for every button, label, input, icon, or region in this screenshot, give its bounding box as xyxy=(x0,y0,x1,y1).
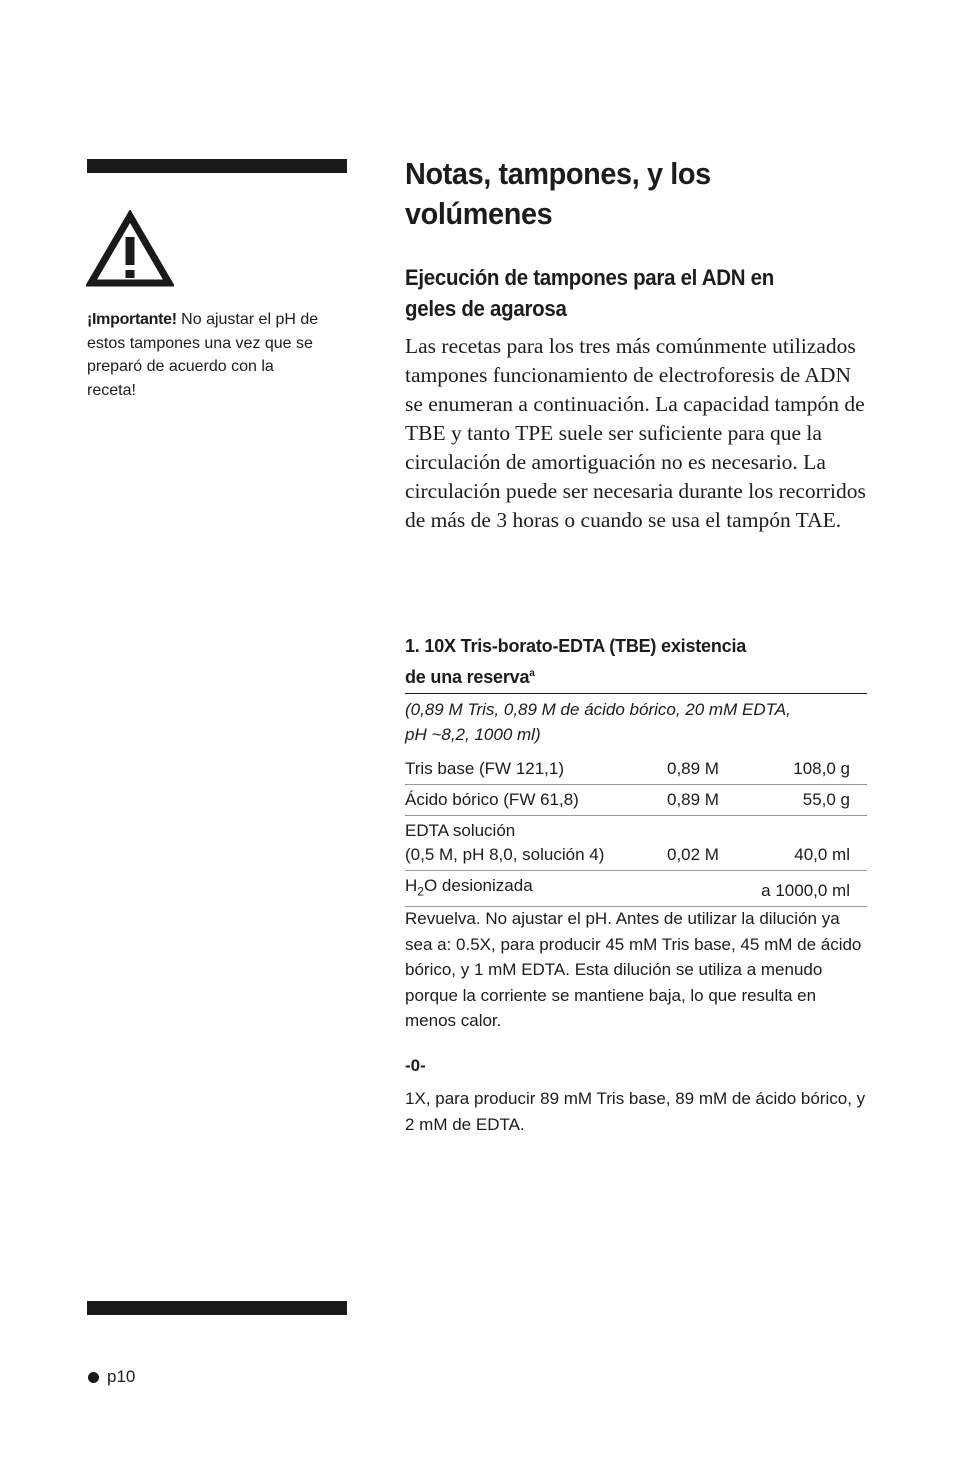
table-row xyxy=(405,816,867,871)
ingredient-concentration: 0,89 M xyxy=(667,754,767,785)
section-subtitle-line-2: geles de agarosa xyxy=(405,296,567,321)
ingredient-name-line-1: EDTA solución xyxy=(405,821,516,840)
bullet-icon xyxy=(88,1372,99,1383)
important-text: No ajustar el pH de estos tampones una vez que se preparó de acuerdo con la receta! xyxy=(87,311,319,399)
table-row xyxy=(405,871,867,907)
warning-triangle-icon xyxy=(86,210,174,288)
instructions-paragraph-2: 1X, para producir 89 mM Tris base, 89 mM de ácido bórico, y 2 mM de EDTA. xyxy=(405,1089,866,1134)
ingredient-amount: 40,0 ml xyxy=(767,816,867,871)
section-subtitle-line-1: Ejecución de tampones para el ADN en xyxy=(405,265,774,290)
top-rule-bar xyxy=(87,159,347,173)
important-label: ¡Importante! xyxy=(87,311,177,328)
bottom-rule-bar xyxy=(87,1301,347,1315)
instructions-paragraph: Revuelva. No ajustar el pH. Antes de utilizar la dilución ya sea a: 0.5X, para producir 45 mM Tris base, 45 mM de ácido bórico, y 1 mM EDTA. Esta dilución se utiliza a menudo porque la corriente se mantiene baja, lo que resulta en menos calor. xyxy=(405,909,862,1030)
page-title-line-2: volúmenes xyxy=(405,196,553,231)
ingredient-name-line-2: (0,5 M, pH 8,0, solución 4) xyxy=(405,845,605,864)
section-subtitle xyxy=(405,262,851,324)
intro-paragraph: Las recetas para los tres más comúnmente utilizados tampones funcionamiento de electroforesis de ADN se enumeran a continuación. La capacidad tampón de TBE y tanto TPE suele ser suficiente para que la circulación de amortiguación no es necesario. La circulación puede ser necesaria durante los recorridos de más de 3 horas o cuando se usa el tampón TAE. xyxy=(405,334,866,532)
recipe-composition-note xyxy=(405,697,867,747)
water-formula-h: H xyxy=(405,876,418,895)
recipe-heading-line-2: de una reserva xyxy=(405,667,530,687)
page-title xyxy=(405,154,833,234)
table-row xyxy=(405,754,867,785)
recipe-note-line-2: pH ~8,2, 1000 ml) xyxy=(405,725,541,744)
page-footer xyxy=(88,1367,135,1387)
ingredient-name: Ácido bórico (FW 61,8) xyxy=(405,785,667,816)
ingredient-amount: a 1000,0 ml xyxy=(667,871,867,907)
recipe-table xyxy=(405,754,867,907)
ingredient-amount: 108,0 g xyxy=(767,754,867,785)
or-separator: -0- xyxy=(405,1056,426,1075)
recipe-heading-line-1: 1. 10X Tris-borato-EDTA (TBE) existencia xyxy=(405,636,747,656)
footnote-marker: a xyxy=(529,668,535,679)
page-title-line-1: Notas, tampones, y los xyxy=(405,156,711,191)
recipe-note-line-1: (0,89 M Tris, 0,89 M de ácido bórico, 20 mM EDTA, xyxy=(405,700,791,719)
page-number: p10 xyxy=(107,1367,136,1386)
ingredient-name xyxy=(405,816,667,871)
ingredient-name xyxy=(405,871,667,907)
ingredient-amount: 55,0 g xyxy=(767,785,867,816)
ingredient-concentration: 0,89 M xyxy=(667,785,767,816)
water-label: O desionizada xyxy=(423,876,533,895)
important-note xyxy=(87,308,327,402)
ingredient-name: Tris base (FW 121,1) xyxy=(405,754,667,785)
ingredient-concentration: 0,02 M xyxy=(667,816,767,871)
recipe-heading xyxy=(405,633,867,694)
water-formula-subscript: 2 xyxy=(417,884,424,899)
table-row xyxy=(405,785,867,816)
